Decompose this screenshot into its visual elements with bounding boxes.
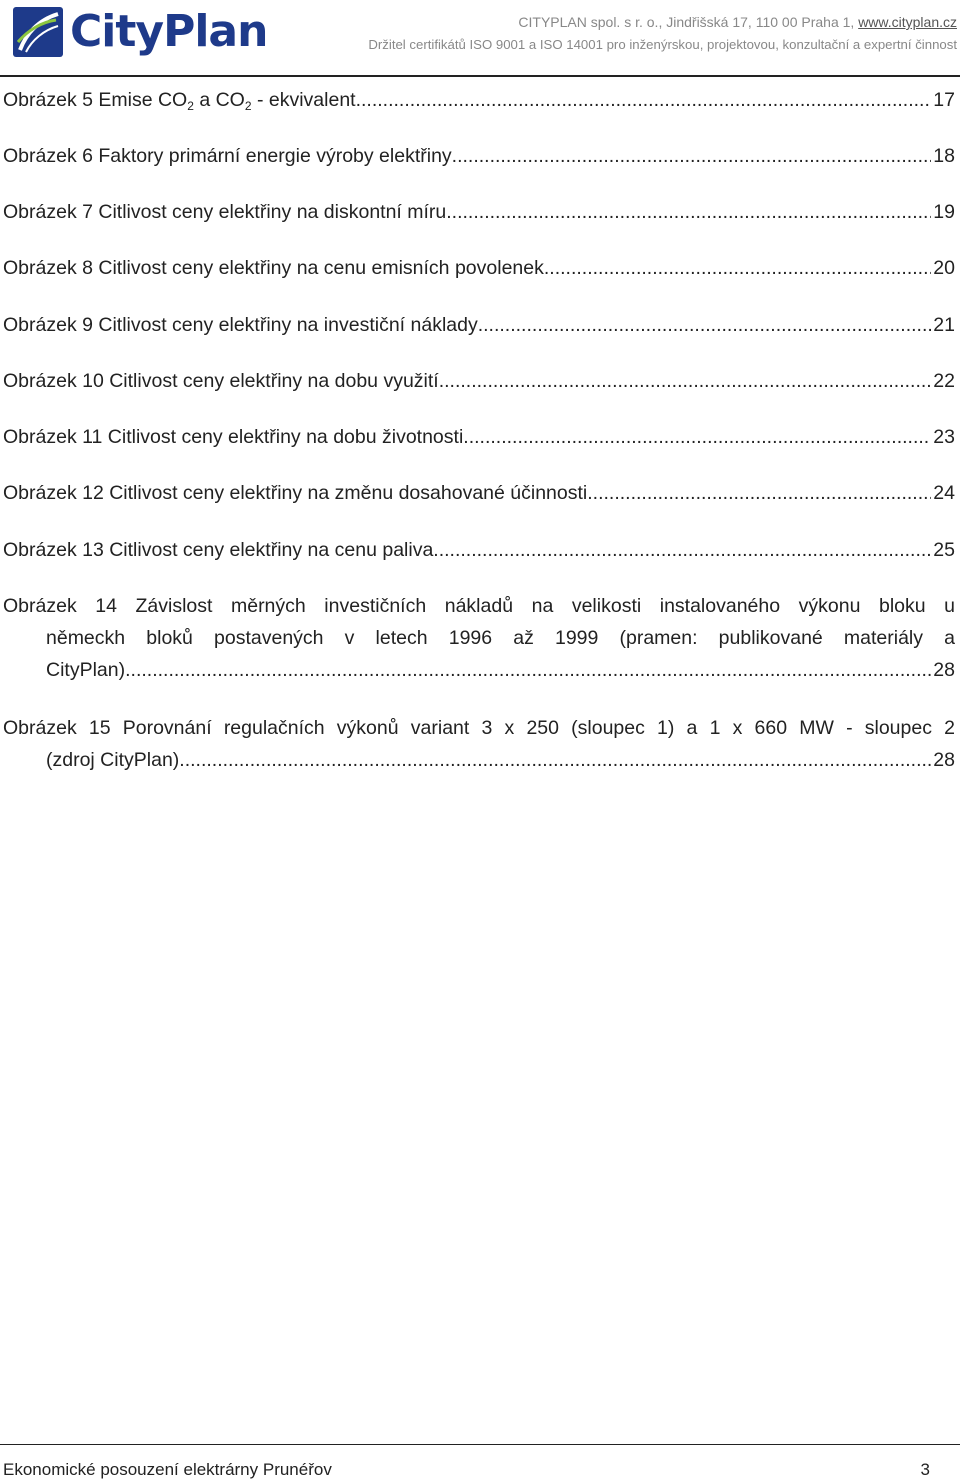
footer-divider	[0, 1444, 960, 1445]
toc-entry-figure-11[interactable]	[3, 421, 955, 453]
logo-wordmark: CityPlan	[70, 6, 268, 57]
toc-leader-dots	[439, 365, 932, 397]
toc-page-number: 28	[933, 749, 955, 771]
company-address	[518, 14, 957, 30]
toc-entry-figure-14[interactable]	[3, 590, 955, 686]
toc-entry-figure-7[interactable]	[3, 196, 955, 228]
toc-page-number: 18	[933, 145, 955, 167]
toc-leader-dots	[125, 654, 931, 686]
toc-entry-figure-5[interactable]	[3, 84, 955, 118]
toc-entry-label: Obrázek 12 Citlivost ceny elektřiny na změnu dosahované účinnosti	[3, 482, 588, 504]
toc-page-number: 24	[933, 482, 955, 504]
toc-leader-dots	[356, 84, 932, 116]
toc-leader-dots	[446, 196, 931, 228]
toc-entry-label: Obrázek 10 Citlivost ceny elektřiny na dobu využití	[3, 370, 439, 392]
toc-entry-label-line-3: CityPlan)	[46, 659, 126, 681]
toc-page-number: 19	[933, 201, 955, 223]
toc-leader-dots	[185, 744, 932, 776]
toc-leader-dots	[587, 477, 931, 509]
toc-leader-dots	[433, 534, 931, 566]
toc-entry-figure-15[interactable]	[3, 712, 955, 776]
toc-entry-label: Obrázek 11 Citlivost ceny elektřiny na dobu životnosti	[3, 426, 464, 448]
footer-page-number: 3	[920, 1460, 930, 1479]
toc-entry-label-line-1: Obrázek 14 Závislost měrných investičních nákladů na velikosti instalovaného výkonu bloku u	[3, 595, 955, 617]
company-address-text: CITYPLAN spol. s r. o., Jindřišská 17, 110 00 Praha 1,	[518, 14, 859, 30]
toc-entry-label: Obrázek 6 Faktory primární energie výroby elektřiny	[3, 145, 452, 167]
certification-line: Držitel certifikátů ISO 9001 a ISO 14001 pro inženýrskou, projektovou, konzultační a expertní činnost	[368, 37, 957, 52]
toc-page-number: 17	[933, 89, 955, 111]
toc-entry-figure-13[interactable]	[3, 534, 955, 566]
company-website-link[interactable]: www.cityplan.cz	[858, 14, 957, 30]
toc-entry-label: Obrázek 9 Citlivost ceny elektřiny na investiční náklady	[3, 314, 478, 336]
cityplan-logo	[12, 6, 267, 58]
toc-entry-figure-10[interactable]	[3, 365, 955, 397]
footer-document-title: Ekonomické posouzení elektrárny Prunéřov	[3, 1460, 332, 1479]
toc-entry-label: Obrázek 13 Citlivost ceny elektřiny na cenu paliva	[3, 539, 434, 561]
toc-page-number: 21	[933, 314, 955, 336]
cityplan-logo-icon	[12, 6, 64, 58]
toc-entry-figure-8[interactable]	[3, 252, 955, 284]
toc-page-number: 23	[933, 426, 955, 448]
page-header	[0, 0, 960, 76]
toc-entry-label-line-1: Obrázek 15 Porovnání regulačních výkonů variant 3 x 250 (sloupec 1) a 1 x 660 MW - sloupec 2	[3, 717, 955, 739]
toc-entry-label-line-2: německh bloků postavených v letech 1996 až 1999 (pramen: publikované materiály a	[46, 627, 955, 649]
toc-page-number: 20	[933, 257, 955, 279]
toc-leader-dots	[452, 140, 932, 172]
toc-entry-label-line-2: (zdroj CityPlan).	[46, 749, 185, 771]
toc-leader-dots	[544, 252, 931, 284]
toc-entry-figure-9[interactable]	[3, 309, 955, 341]
toc-entry-figure-12[interactable]	[3, 477, 955, 509]
toc-entry-figure-6[interactable]	[3, 140, 955, 172]
toc-leader-dots	[463, 421, 931, 453]
header-divider	[0, 75, 960, 77]
toc-page-number: 22	[933, 370, 955, 392]
toc-page-number: 25	[933, 539, 955, 561]
toc-leader-dots	[478, 309, 932, 341]
toc-entry-label: Obrázek 7 Citlivost ceny elektřiny na diskontní míru	[3, 201, 447, 223]
toc-entry-label: Obrázek 5 Emise $CO_2$ a $CO_2$ - ekvivalent	[3, 89, 356, 113]
toc-entry-label: Obrázek 8 Citlivost ceny elektřiny na cenu emisních povolenek	[3, 257, 544, 279]
toc-page-number: 28	[933, 659, 955, 681]
